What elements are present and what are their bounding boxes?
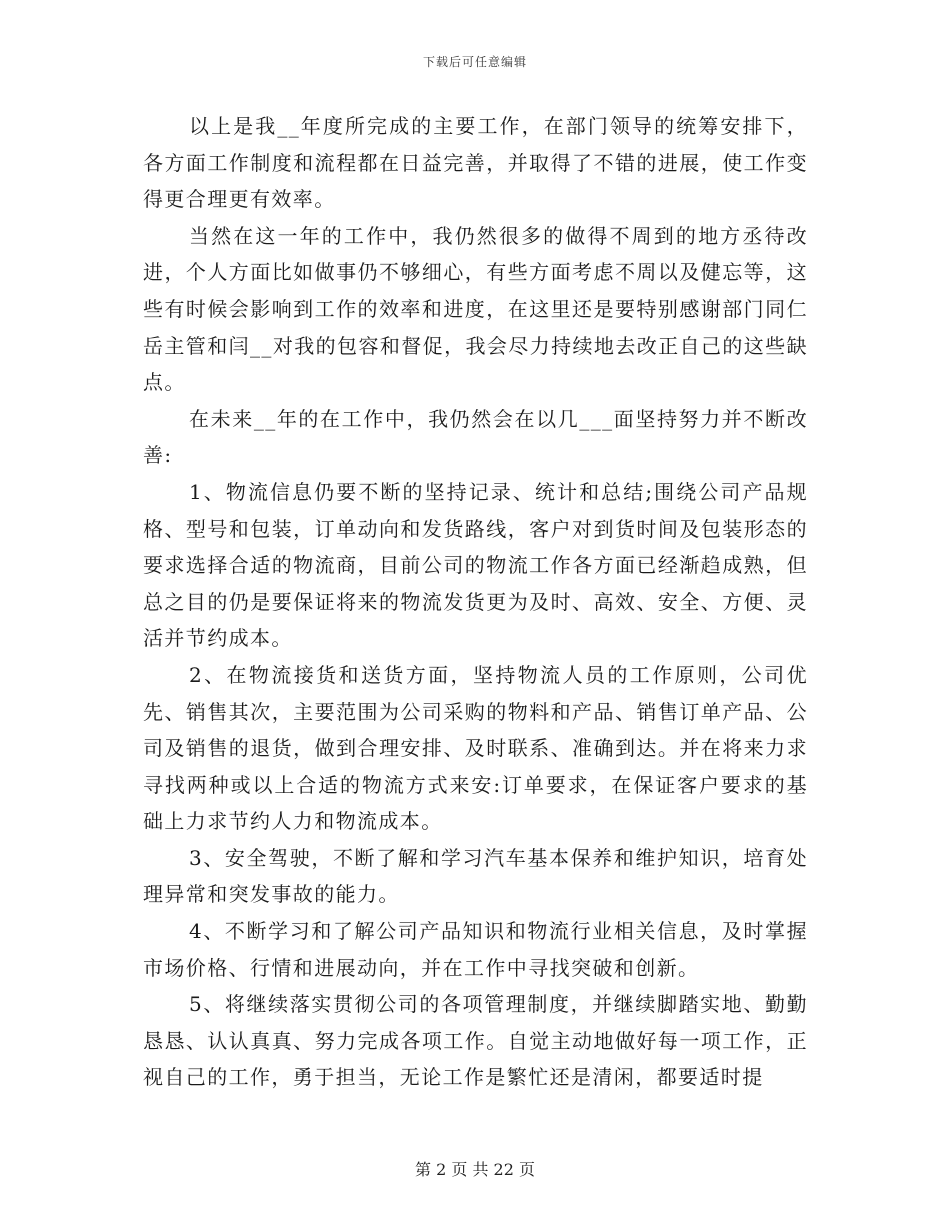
list-item-paragraph: 1、物流信息仍要不断的坚持记录、统计和总结;围绕公司产品规格、型号和包装，订单动向和发货路线，客户对到货时间及包装形态的要求选择合适的物流商，目前公司的物流工作各方面已经渐趋成熟，但总之目的仍是要保证将来的物流发货更为及时、高效、安全、方便、灵活并节约成本。 [143, 479, 808, 651]
paragraph: 在未来__年的在工作中，我仍然会在以几___面坚持努力并不断改善: [143, 406, 808, 468]
list-item-paragraph: 3、安全驾驶，不断了解和学习汽车基本保养和维护知识，培育处理异常和突发事故的能力。 [143, 845, 808, 907]
page-number: 第 2 页 共 22 页 [415, 1160, 535, 1179]
list-item-paragraph: 2、在物流接货和送货方面，坚持物流人员的工作原则，公司优先、销售其次，主要范围为公司采购的物料和产品、销售订单产品、公司及销售的退货，做到合理安排、及时联系、准确到达。并在将来力求寻找两种或以上合适的物流方式来安:订单要求，在保证客户要求的基础上力求节约人力和物流成本。 [143, 662, 808, 834]
page-header-note: 下载后可任意编辑 [422, 55, 527, 69]
document-body [143, 108, 808, 1096]
paragraph: 当然在这一年的工作中，我仍然很多的做得不周到的地方丞待改进，个人方面比如做事仍不够细心，有些方面考虑不周以及健忘等，这些有时候会影响到工作的效率和进度，在这里还是要特别感谢部门同仁岳主管和闫__对我的包容和督促，我会尽力持续地去改正自己的这些缺点。 [143, 223, 808, 395]
list-item-paragraph: 5、将继续落实贯彻公司的各项管理制度，并继续脚踏实地、勤勤恳恳、认认真真、努力完成各项工作。自觉主动地做好每一项工作，正视自己的工作，勇于担当，无论工作是繁忙还是清闲，都要适时提 [143, 992, 808, 1090]
list-item-paragraph: 4、不断学习和了解公司产品知识和物流行业相关信息，及时掌握市场价格、行情和进展动向，并在工作中寻找突破和创新。 [143, 919, 808, 980]
paragraph: 以上是我__年度所完成的主要工作，在部门领导的统筹安排下，各方面工作制度和流程都在日益完善，并取得了不错的进展，使工作变得更合理更有效率。 [143, 114, 808, 212]
